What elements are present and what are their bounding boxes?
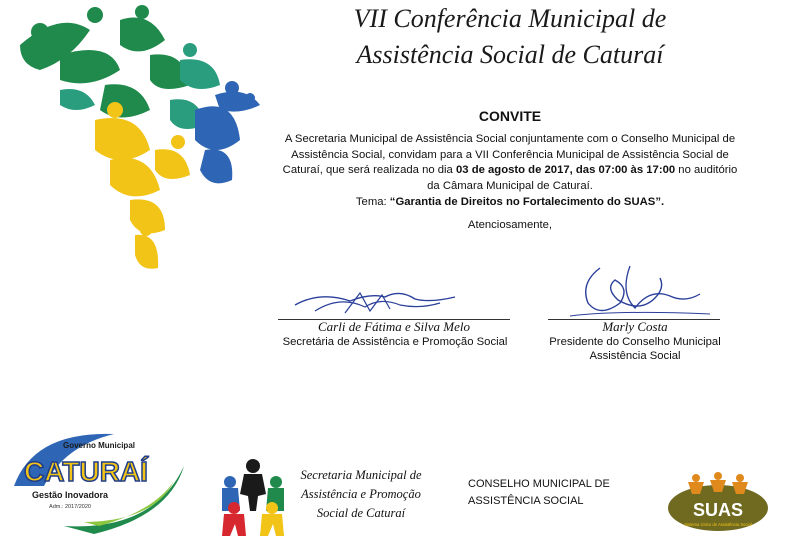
conselho-line-1: CONSELHO MUNICIPAL DE <box>468 478 610 490</box>
invitation-date-time: 03 de agosto de 2017, das 07:00 às 17:00 <box>455 164 676 176</box>
caturai-government-logo <box>4 426 190 536</box>
signature-2-name: Marly Costa <box>602 319 668 334</box>
invitation-body-text-2: no auditório da Câmara Municipal de Caturaí. <box>427 164 738 192</box>
map-figures-blue <box>195 92 260 184</box>
invitation-theme <box>280 196 740 208</box>
signature-2-role <box>530 335 740 363</box>
secretaria-people-logo <box>218 456 288 538</box>
invitation-body <box>280 132 740 194</box>
theme-label: Tema: <box>355 196 390 208</box>
conselho-line-2: ASSISTÊNCIA SOCIAL <box>468 495 584 507</box>
caturai-logo-slogan: Gestão Inovadora <box>31 490 109 500</box>
brazil-map-people-logo <box>0 0 272 285</box>
signature-2-handwriting <box>560 258 720 324</box>
suas-logo-subtitle: Sistema Único de Assistência Social <box>684 522 752 527</box>
conference-title-line-2: Assistência Social de Caturaí <box>356 40 664 69</box>
invitation-heading: CONVITE <box>478 108 542 124</box>
caturai-logo-top-text: Governo Municipal <box>62 441 136 450</box>
conselho-name <box>468 476 618 510</box>
invitation-closing: Atenciosamente, <box>467 219 553 231</box>
suas-logo-name: SUAS <box>692 500 744 520</box>
suas-figures-icon <box>688 472 748 494</box>
signature-1-role: Secretária de Assistência e Promoção Social <box>282 336 508 348</box>
secretaria-name <box>286 466 436 523</box>
caturai-logo-name: CATURAÍ <box>24 456 148 487</box>
secretaria-line-2: Assistência e Promoção <box>301 487 421 501</box>
signature-2-role-line-2: Assistência Social <box>589 350 681 362</box>
suas-logo <box>666 470 770 532</box>
conference-title-line-1: VII Conferência Municipal de <box>353 4 667 33</box>
secretaria-line-3: Social de Caturaí <box>316 506 406 520</box>
signature-1-handwriting <box>290 283 460 323</box>
signature-2-role-line-1: Presidente do Conselho Municipal <box>549 336 721 348</box>
invitation-body-text-1: A Secretaria Municipal de Assistência Social conjuntamente com o Conselho Municipal de Assistência Social, convidam para a VII Conferência Municipal de Assistência Social de Caturaí, que será realizada no dia <box>282 133 736 176</box>
theme-value: “Garantia de Direitos no Fortalecimento do SUAS”. <box>389 196 665 208</box>
secretaria-line-1: Secretaria Municipal de <box>300 468 422 482</box>
signature-1-name: Carli de Fátima e Silva Melo <box>317 319 470 334</box>
caturai-logo-period: Adm.: 2017/2020 <box>49 504 91 510</box>
